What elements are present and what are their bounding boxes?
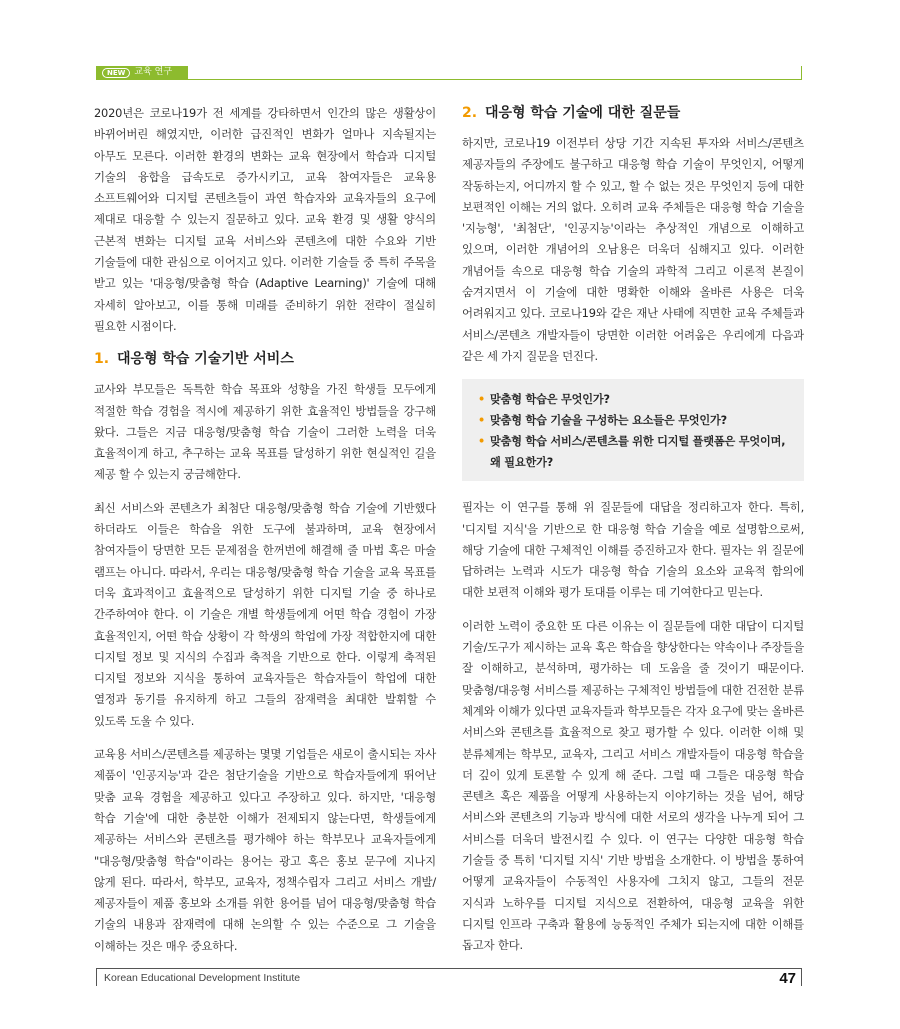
question-text: 맞춤형 학습 서비스/콘텐츠를 위한 디지털 플랫폼은 무엇이며, 왜 필요한가? [490,435,786,470]
question-text: 맞춤형 학습 기술을 구성하는 요소들은 무엇인가? [490,414,727,428]
bullet-icon: • [478,393,485,407]
page-number: 47 [779,970,796,987]
section1-heading [94,349,436,369]
section1-number: 1. [94,351,110,368]
question-item [478,431,790,473]
question-item [478,410,790,431]
footer-rule-tick-right [801,968,802,986]
section2-number: 2. [462,105,478,121]
question-item [478,389,790,410]
questions-box [462,379,804,481]
section2-title: 대응형 학습 기술에 대한 질문들 [484,105,681,121]
section1-paragraph: 교육용 서비스/콘텐츠를 제공하는 몇몇 기업들은 새로이 출시되는 자사 제품이 '인공지능'과 같은 첨단기술을 기반으로 학습자들에게 뛰어난 맞춤 교육 경험을 제공하고 있다고 주장하고 있다. 하지만, '대응형 학습 기술'에 대한 충분한 이해가 전제되지 않는다면, 학생들에게 제공하는 서비스와 콘텐츠를 평가해야 하는 학부모나 교육자들에게 "대응형/맞춤형 학습"이라는 용어는 광고 혹은 홍보 문구에 지나지 않게 된다. 따라서, 학부모, 교육자, 정책수립자 그리고 서비스 개발/제공자들이 제품 홍보와 소개를 위한 용어를 넘어 대응형/맞춤형 학습 기술의 내용과 잠재력에 대해 논의할 수 있는 수준으로 그 기술을 이해하는 것은 매우 중요하다. [94,747,436,953]
section-name: 교육 연구 [134,67,173,77]
section2-heading [462,103,804,123]
section2-paragraph: 필자는 이 연구를 통해 위 질문들에 대답을 정리하고자 한다. 특히, '디지털 지식'을 기반으로 한 대응형 학습 기술을 예로 설명함으로써, 해당 기술에 대한 구체적인 이해를 증진하고자 한다. 필자는 위 질문에 답하려는 노력과 시도가 대응형 학습 기술의 요소와 교육적 함의에 대한 보편적 이해와 평가 토대를 이루는 데 기여한다고 믿는다. [462,500,804,600]
footer-rule [96,968,802,969]
intro-paragraph: 2020년은 코로나19가 전 세계를 강타하면서 인간의 많은 생활상이 바뀌어버린 해였지만, 이러한 급진적인 변화가 얼마나 지속될지는 아무도 모른다. 이러한 환경의 변화는 교육 현장에서 학습과 디지털 기술의 융합을 급속도로 증가시키고, 교육 참여자들은 교육용 소프트웨어와 디지털 콘텐츠들이 과연 학습자와 교육자들의 요구에 제대로 대응할 수 있는지 질문하고 있다. 교육 환경 및 생활 양식의 근본적 변화는 디지털 교육 서비스와 콘텐츠에 대한 수요와 기반 기술들에 대한 관심으로 이어지고 있다. 이러한 기술들 중 특히 주목을 받고 있는 '대응형/맞춤형 학습 (Adaptive Learning)' 기술에 대해 자세히 알아보고, 이를 통해 미래를 준비하기 위한 전략이 절실히 필요한 시점이다. [94,106,436,333]
section1-title: 대응형 학습 기술기반 서비스 [116,351,294,368]
left-column [94,103,436,969]
header-rule [96,79,802,80]
header-rule-tick [801,66,802,80]
question-text: 맞춤형 학습은 무엇인가? [490,393,610,407]
right-column [462,103,804,969]
running-header [96,66,802,80]
bullet-icon: • [478,414,485,428]
section1-paragraph: 교사와 부모들은 독특한 학습 목표와 성향을 가진 학생들 모두에게 적절한 학습 경험을 적시에 제공하기 위한 효율적인 방법들을 강구해 왔다. 그들은 지금 대응형/맞춤형 학습 기술이 그러한 노력을 더욱 효율적이게 하고, 추구하는 교육 목표를 달성하기 위한 현실적인 길을 제공 할 수 있는지 궁금해한다. [94,382,436,482]
section2-paragraph: 이러한 노력이 중요한 또 다른 이유는 이 질문들에 대한 대답이 디지털 기술/도구가 제시하는 교육 혹은 학습을 향상한다는 약속이나 주장들을 잘 이해하고, 분석하며, 평가하는 데 도움을 줄 것이기 때문이다. 맞춤형/대응형 서비스를 제공하는 구체적인 방법들에 대한 건전한 분류 체계와 이해가 있다면 교육자들과 학부모들은 각자 요구에 맞는 올바른 서비스와 콘텐츠를 효율적으로 찾고 평가할 수 있다. 이러한 이해 및 분류체계는 학부모, 교육자, 그리고 서비스 개발자들이 대응형 학습을 더 깊이 있게 토론할 수 있게 해 준다. 그럴 때 그들은 대응형 학습 콘텐츠 혹은 제품을 어떻게 사용하는지 이야기하는 것을 넘어, 해당 서비스와 콘텐츠의 기능과 방식에 대한 서로의 생각을 나누게 되어 그 서비스를 더욱더 발전시킬 수 있다. 이 연구는 다양한 대응형 학습 기술들 중 특히 '디지털 지식' 기반 방법을 소개한다. 이 방법을 통하여 어떻게 교육자들이 수동적인 사용자에 그치지 않고, 그들의 전문 지식과 노하우를 디지털 지식으로 전환하여, 대응형 교육을 위한 디지털 인프라 구축과 활용에 능동적인 주체가 되는지에 대한 이해를 돕고자 한다. [462,618,804,953]
new-badge: NEW [102,68,130,78]
footer-rule-tick-left [96,968,97,986]
section2-intro: 하지만, 코로나19 이전부터 상당 기간 지속된 투자와 서비스/콘텐츠 제공자들의 주장에도 불구하고 대응형 학습 기술이 무엇인지, 어떻게 작동하는지, 어디까지 할 수 있고, 할 수 없는 것은 무엇인지 등에 대한 보편적인 이해는 거의 없다. 오히려 교육 주체들은 대응형 학습 기술을 '지능형', '최첨단', '인공지능'이라는 추상적인 개념으로 이해하고 있으며, 이러한 개념어의 오남용은 더욱더 심해지고 있다. 이러한 개념어들 속으로 대응형 학습 기술의 과학적 그리고 이론적 본질이 숨겨지면서 이 기술에 대한 명확한 이해와 올바른 사용은 더욱 어려워지고 있다. 코로나19와 같은 재난 사태에 직면한 교육 주체들과 서비스/콘텐츠 개발자들이 당면한 이러한 어려움은 우리에게 다음과 같은 세 가지 질문을 던진다. [462,136,804,363]
footer-institute: Korean Educational Development Institute [104,972,301,984]
section-tag [96,66,188,79]
section1-paragraph: 최신 서비스와 콘텐츠가 최첨단 대응형/맞춤형 학습 기술에 기반했다 하더라도 이들은 학습을 위한 도구에 불과하며, 교육 현장에서 참여자들이 당면한 모든 문제점을 한꺼번에 해결해 줄 마법 혹은 마술 램프는 아니다. 따라서, 우리는 대응형/맞춤형 학습 기술을 교육 목표를 더욱 효과적이고 효율적으로 달성하기 위한 디지털 기술 중 하나로 간주하여야 한다. 이 기술은 개별 학생들에게 어떤 학습 경험이 가장 효율적인지, 어떤 학습 상황이 각 학생의 학업에 가장 적합한지에 대한 디지털 정보 및 지식의 수집과 축적을 기반으로 한다. 이렇게 축적된 디지털 정보와 지식을 통하여 교육자들은 학습자들이 학업에 대한 열정과 동기를 유지하게 하고 그들의 잠재력을 최대한 발휘할 수 있도록 도울 수 있다. [94,500,436,728]
bullet-icon: • [478,435,485,449]
questions-list [478,389,790,473]
